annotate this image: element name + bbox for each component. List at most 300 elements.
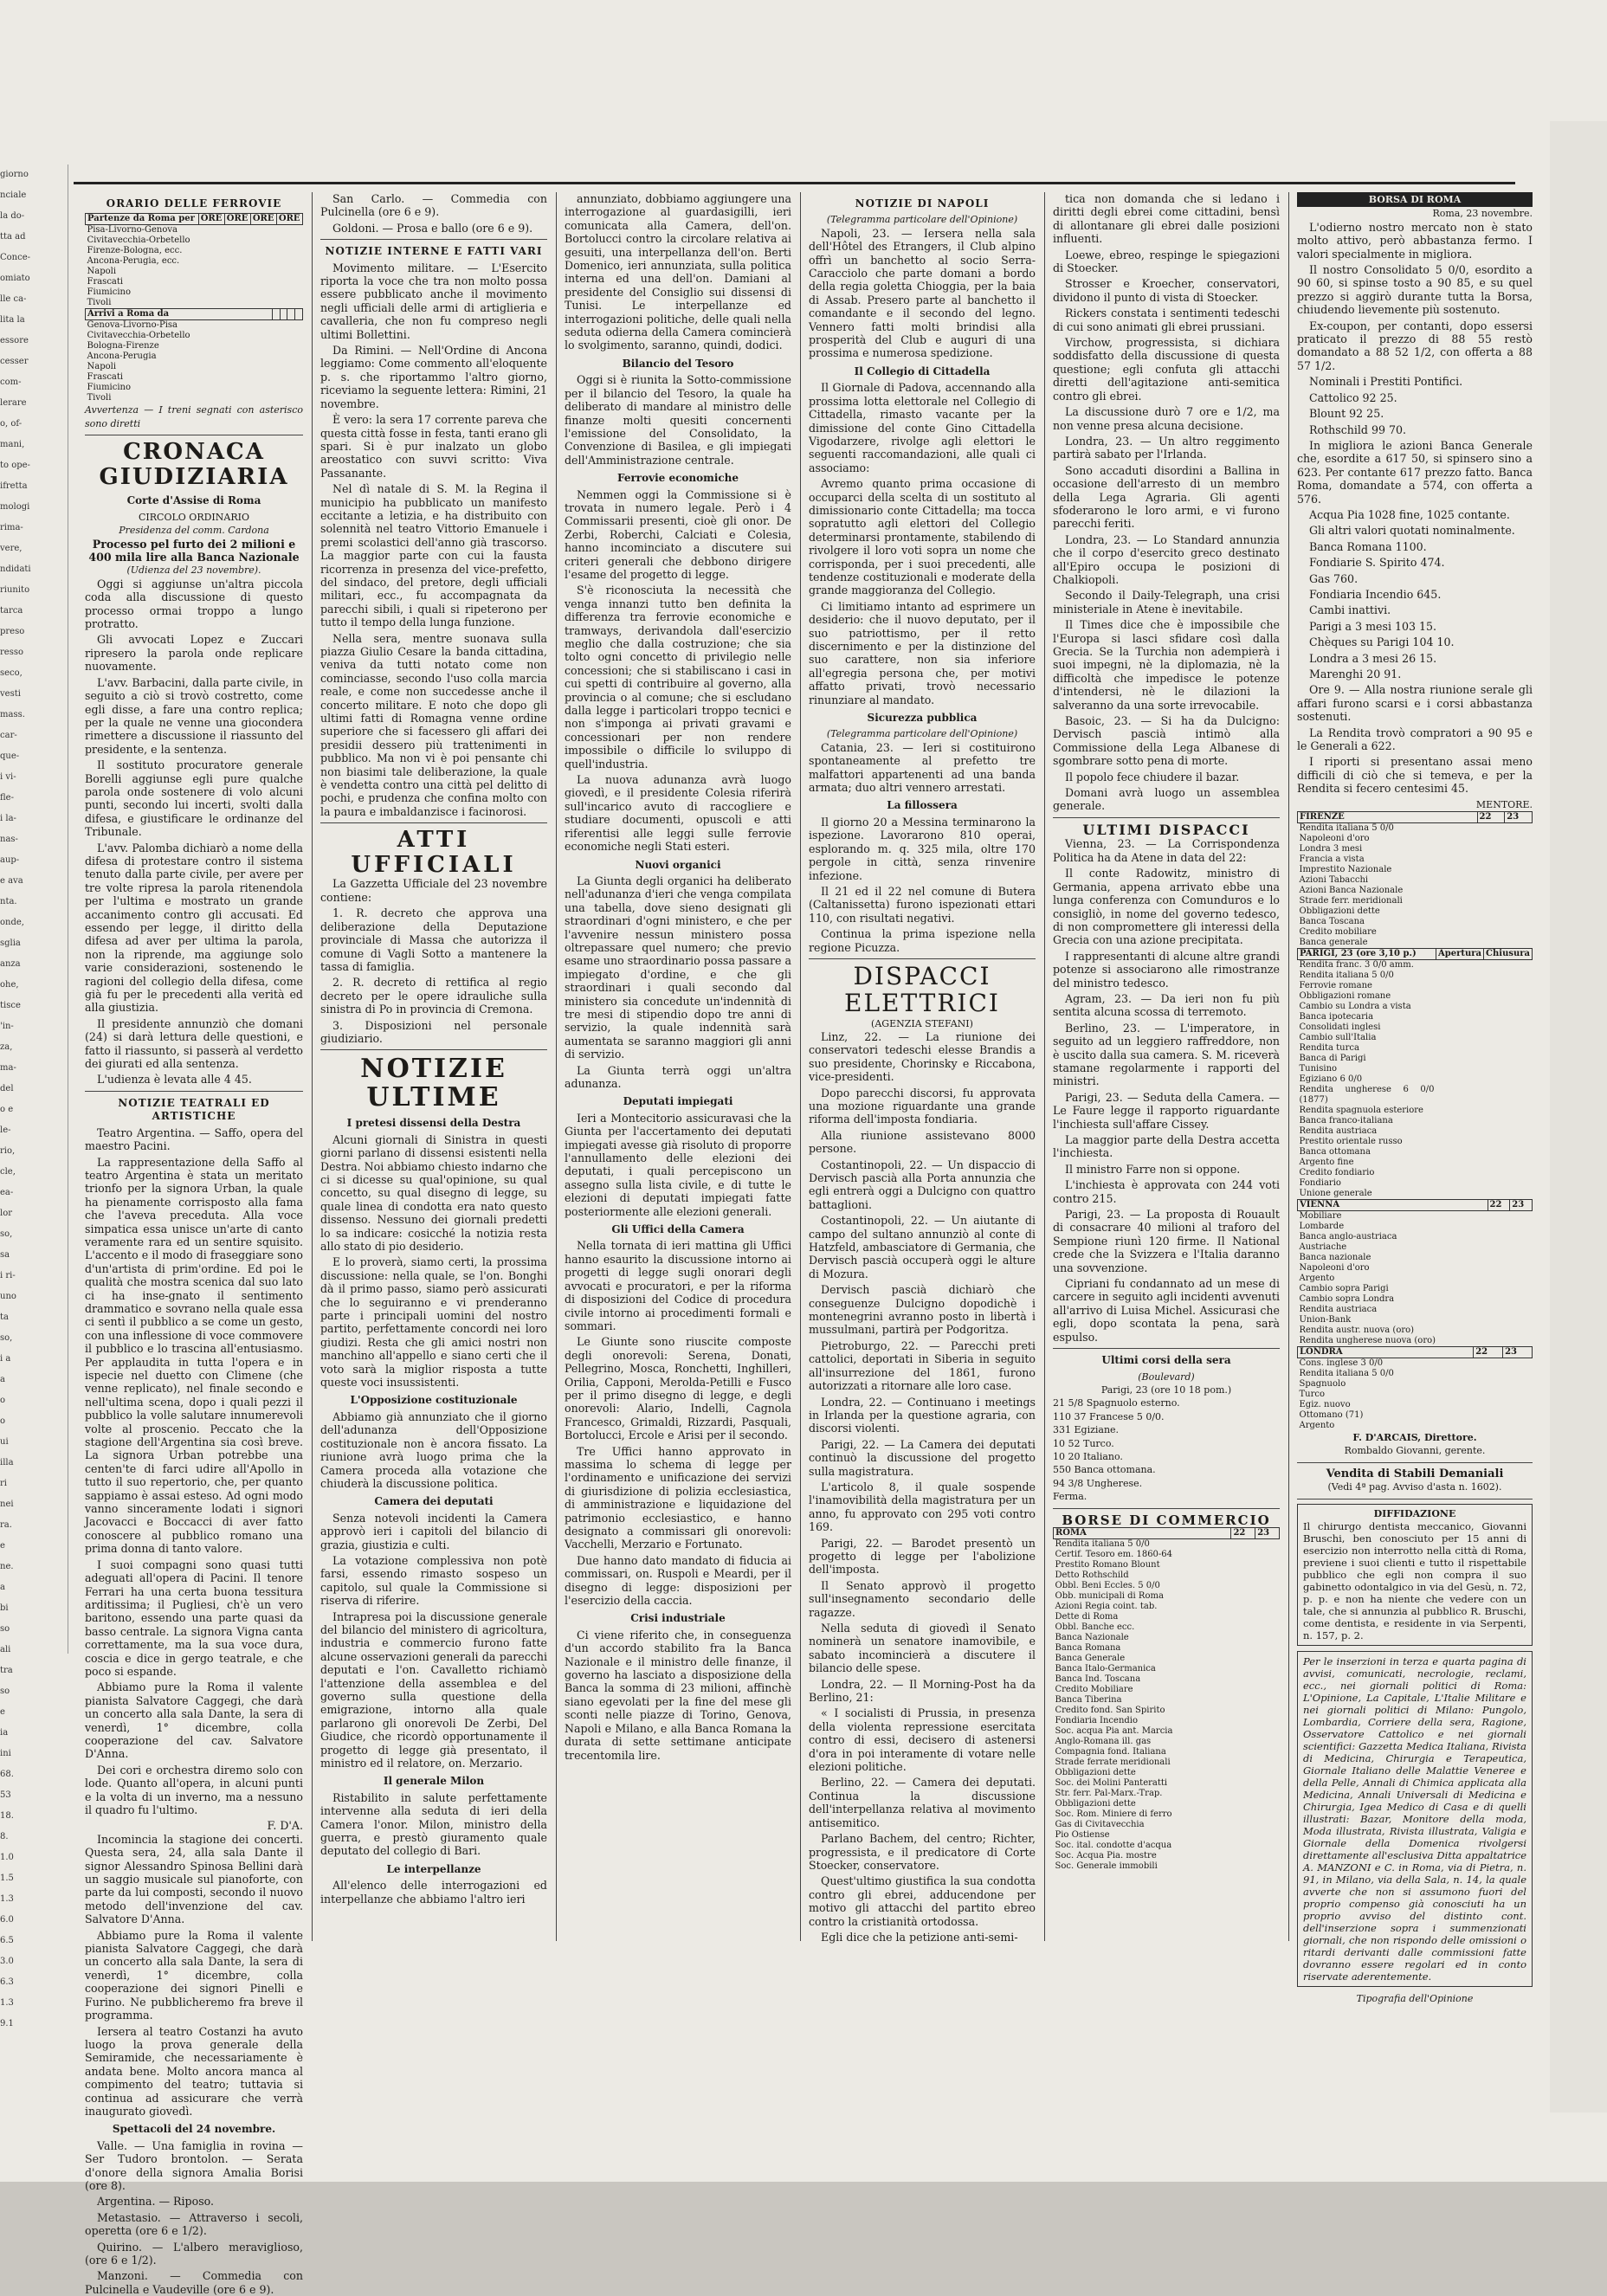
timetable-row xyxy=(86,235,303,246)
row-value xyxy=(1510,1315,1533,1325)
table-row xyxy=(1298,1242,1533,1253)
timetable-time xyxy=(295,393,303,403)
timetable-arrivals xyxy=(85,308,303,403)
row-value xyxy=(1436,1022,1484,1033)
timetable-time xyxy=(280,320,287,332)
row-value xyxy=(1484,1116,1533,1126)
fragment-text: rio, xyxy=(0,1146,16,1156)
fragment-text: 6.0 xyxy=(0,1915,14,1925)
paragraph: Parigi, 22. — Barodet presentò un progetto di legge per l'abolizione dell'imposta. xyxy=(809,1536,1036,1577)
row-value xyxy=(1484,971,1533,981)
row-value xyxy=(1505,896,1533,906)
row-label: Prestito Romano Blount xyxy=(1055,1560,1160,1570)
table-row xyxy=(1298,927,1533,938)
table-row xyxy=(1298,1379,1533,1390)
fragment-text: 1.3 xyxy=(0,1894,14,1904)
mentore: MENTORE. xyxy=(1475,798,1533,810)
table-row xyxy=(1298,1085,1533,1106)
station: Genova-Livorno-Pisa xyxy=(87,320,178,331)
fragment-text: rima- xyxy=(0,523,23,532)
table-row xyxy=(1298,865,1533,875)
row-value xyxy=(1505,844,1533,855)
row-label: Banca Ind. Toscana xyxy=(1055,1674,1141,1685)
row-label: Austriache xyxy=(1299,1242,1347,1253)
column-1 xyxy=(85,192,303,2296)
timetable-time xyxy=(224,246,250,256)
paragraph: Marenghi 20 91. xyxy=(1309,668,1402,680)
fragment-text: e xyxy=(0,1541,5,1551)
table-row xyxy=(1298,1158,1533,1168)
fragment-text: so, xyxy=(0,1229,13,1239)
fragment-text: so, xyxy=(0,1333,13,1343)
paragraph: Gli altri valori quotati nominalmente. xyxy=(1309,524,1515,538)
row-value xyxy=(1488,1325,1510,1336)
table-row xyxy=(1298,875,1533,886)
cittadella-body xyxy=(809,381,1036,706)
row-value xyxy=(1503,1421,1533,1431)
paragraph: 1. R. decreto che approva una deliberazione della Deputazione provinciale di Massa che autorizza il comune di Vagli Sotto a mantenere la tassa di famiglia. xyxy=(320,906,547,973)
timetable-row xyxy=(86,341,303,351)
table-row xyxy=(1054,1716,1280,1726)
station: Napoli xyxy=(87,362,117,372)
table-row xyxy=(1054,1706,1280,1716)
row-value xyxy=(1488,1232,1510,1242)
row-value xyxy=(1255,1633,1280,1643)
row-value xyxy=(1484,960,1533,971)
fragment-text: 68. xyxy=(0,1770,14,1779)
paragraph: Ristabilito in salute perfettamente intervenne alla seduta di ieri della Camera l'onor. Milon, ministro della guerra, e prestò giuramento quale deputato del collegio di Bari. xyxy=(320,1790,547,1858)
table-row xyxy=(1298,1012,1533,1022)
row-value xyxy=(1477,834,1505,844)
atti-body xyxy=(320,877,547,1045)
timetable-time xyxy=(224,287,250,298)
row-value xyxy=(1436,1106,1484,1116)
station: Pisa-Livorno-Genova xyxy=(87,225,178,235)
timetable-time xyxy=(276,298,302,308)
row-value xyxy=(1510,1294,1533,1305)
paragraph: Il sostituto procuratore generale Borelli aggiunse egli pure qualche parola onde sostenere di volo alcuni punti, secondo lui incerti, svolti dalla difesa, e giustificare le ordinanze del Tribunale. xyxy=(85,758,303,839)
row-label: Rendita spagnuola esteriore xyxy=(1299,1106,1423,1116)
row-label: Rendita austriaca xyxy=(1299,1126,1378,1137)
paragraph: Il conte Radowitz, ministro di Germania, appena arrivato ebbe una lunga conferenza con Comunduros e lo consigliò, in nome del governo tedesco, di non compromettere gli interessi della Grecia con una azione precipitata. xyxy=(1053,867,1280,947)
row-label: Egiz. nuovo xyxy=(1299,1400,1351,1410)
header-rule xyxy=(74,182,1515,184)
paragraph: Abbiamo pure la Roma il valente pianista Salvatore Caggegi, che darà un concerto alla sala Dante, la sera di venerdì, 1° dicembre, colla cooperazione del cav. Salvatore D'Anna. xyxy=(85,1680,303,1761)
row-value xyxy=(1477,844,1505,855)
fragment-text: ndidati xyxy=(0,564,31,574)
table-row xyxy=(1298,1305,1533,1315)
timetable-time xyxy=(198,235,224,246)
fragment-text: onde, xyxy=(0,918,24,927)
paragraph: I suoi compagni sono quasi tutti adeguati all'opera di Pacini. Il tenore Ferrari ha una certa buona tessitura arditissima; il Pugliesi, ch'è un vero baritono, essendo una parte quasi da basso centrale. La signora Vigna canta correttamente, ma la sua voce dura, coscia e dice in gergo teatrale, e che poco si espande. xyxy=(85,1558,303,1678)
paragraph: Quest'ultimo giustifica la sua condotta contro gli ebrei, adducendone per motivo gli attacchi del partito ebreo contro la cristianità ortodossa. xyxy=(809,1874,1036,1928)
processo-title: Processo pel furto dei 2 milioni e 400 mila lire alla Banca Nazionale xyxy=(88,537,300,564)
paragraph: I rappresentanti di alcune altre grandi potenze si associarono alle rimostranze del ministro tedesco. xyxy=(1053,949,1280,990)
concerti-body xyxy=(85,1833,303,2119)
row-value xyxy=(1255,1674,1280,1685)
row-value xyxy=(1255,1716,1280,1726)
table-row xyxy=(1054,1757,1280,1768)
row-label: Rendita italiana 5 0/0 xyxy=(1055,1539,1150,1550)
fragment-text: e xyxy=(0,1707,5,1717)
interpellanze-body xyxy=(320,1879,547,1906)
timetable-row xyxy=(86,331,303,341)
row-label: Obbl. Beni Eccles. 5 0/0 xyxy=(1055,1581,1160,1591)
sicurezza-body xyxy=(809,741,1036,795)
paragraph: Napoli, 23. — Iersera nella sala dell'Hôtel des Etrangers, il Club alpino offrì un banchetto al socio Serra-Caracciolo che parte domani a bordo della regia goletta Chioggia, per la baia di Assab. Presero parte al banchetto il comandante e il secondo del legno. Vennero fatti molti brindisi alla prosperità del Club e auguri di una prossima e numerosa spedizione. xyxy=(809,226,1036,360)
paragraph: Il 21 ed il 22 nel comune di Butera (Caltanissetta) furono ispezionati ettari 110, con risultati negativi. xyxy=(809,884,1036,925)
paragraph: I riporti si presentano assai meno difficili di ciò che si temeva, e per la Rendita si fecero centesimi 45. xyxy=(1297,755,1533,796)
ultime-title: NOTIZIE ULTIME xyxy=(360,1054,507,1113)
table-row xyxy=(1298,1315,1533,1325)
row-label: Banca franco-italiana xyxy=(1299,1116,1393,1126)
row-label: Argento xyxy=(1299,1274,1335,1284)
timetable-time xyxy=(250,246,276,256)
row-value xyxy=(1484,1178,1533,1189)
row-label: Credito fondiario xyxy=(1299,1168,1375,1178)
table-row xyxy=(1298,1064,1533,1074)
timetable-time xyxy=(272,331,280,341)
fragment-text: za, xyxy=(0,1042,13,1052)
napoli-sub: (Telegramma particolare dell'Opinione) xyxy=(826,214,1018,226)
column-rule xyxy=(1288,192,1289,1941)
row-label: Lombarde xyxy=(1299,1222,1345,1232)
row-value xyxy=(1231,1726,1255,1737)
paragraph: L'avv. Barbacini, dalla parte civile, in seguito a ciò si trovò costretto, come egli disse, a fare una contro replica; per la quale ne venne una giocondera rimettere a discussione il riassunto del presidente, e la sentenza. xyxy=(85,675,303,756)
row-label: Banca Tiberina xyxy=(1055,1695,1122,1706)
paragraph: Londra, 23. — Un altro reggimento partirà sabato per l'Irlanda. xyxy=(1053,434,1280,461)
row-label: Str. ferr. Pal-Marx.-Trap. xyxy=(1055,1789,1163,1799)
col5-top xyxy=(1053,192,1280,813)
inserzioni-text: Per le inserzioni in terza e quarta pagina di avvisi, comunicati, necrologie, reclami, ecc., nei giornali politici di Roma: L'Opinione, La Capitale, L'Italie Militare e nei giornali politici di Milano: Pungolo, Lombardia, Corriere della sera, Ragione, Osservatore Cattolico e nei giornali scientifici: Gazzetta Medica Italiana, Rivista di Medicina, Chirurgia e Terapeutica, Giornale Italiano delle Malattie Veneree e della Pelle, Annali di Chimica applicata alla Medicina, Annali Universali di Medicina e Chirurgia, Igea Medico di Casa e di quelli illustrati: Bazar, Monitore della moda, Moda illustrata, Rivista illustrata, Valigia e Giornale della Domenica rivolgersi direttamente all'esclusiva Ditta appaltatrice A. MANZONI e C. in Roma, via di Pietra, n. 91, in Milano, via della Sala, n. 14, la quale avverte che non si assumono fuori del proprio compenso già conosciuti ha un proprio avviso del distinto cont. dell'inserzione sopra i summenzionati giornali, che non rispondo delle omissioni o ritardi derivanti dalle commissioni fatte dovranno essere regolari ed in conto riservate aderentemente. xyxy=(1303,1654,1526,1983)
row-value xyxy=(1255,1685,1280,1695)
milon-body xyxy=(320,1791,547,1858)
corsi-sub: (Boulevard) xyxy=(1138,1371,1195,1383)
row-value xyxy=(1474,1400,1503,1410)
row-value xyxy=(1505,886,1533,896)
row-label: Consolidati inglesi xyxy=(1299,1022,1381,1033)
paragraph: Il Senato approvò il progetto sull'insegnamento secondario delle ragazze. xyxy=(809,1578,1036,1619)
row-value xyxy=(1255,1664,1280,1674)
table-row xyxy=(1298,1022,1533,1033)
fragment-text: 8. xyxy=(0,1832,9,1841)
timetable-time xyxy=(287,383,295,393)
row-label: Obbligazioni dette xyxy=(1299,906,1380,917)
teatro-line: Teatro Argentina. — Saffo, opera del maestro Pacini. xyxy=(85,1125,303,1153)
row-value xyxy=(1231,1841,1255,1851)
row-label: Banca Generale xyxy=(1055,1654,1126,1664)
paragraph: Londra, 22. — Il Morning-Post ha da Berlino, 21: xyxy=(809,1677,1036,1705)
row-value xyxy=(1503,1369,1533,1379)
fragment-text: 9.1 xyxy=(0,2019,14,2028)
row-label: Rendita italiana 5 0/0 xyxy=(1299,823,1394,834)
fragment-text: sglia xyxy=(0,938,21,948)
row-value xyxy=(1484,1085,1533,1106)
paragraph: 3. Disposizioni nel personale giudiziario. xyxy=(320,1018,547,1045)
row-label: Napoleoni d'oro xyxy=(1299,834,1370,844)
row-label: Banca di Parigi xyxy=(1299,1054,1366,1064)
table-row xyxy=(1298,981,1533,991)
row-label: Soc. Acqua Pia. mostre xyxy=(1055,1851,1157,1861)
ferrovie-title: Ferrovie economiche xyxy=(616,472,739,485)
timetable-row xyxy=(86,362,303,372)
row-value xyxy=(1231,1737,1255,1747)
table-row xyxy=(1298,886,1533,896)
quote-line: 110 37 Francese 5 0/0. xyxy=(1053,1410,1165,1422)
table-row xyxy=(1054,1570,1280,1581)
paragraph: L'odierno nostro mercato non è stato molto attivo, però abbastanza fermo. I valori specialmente in migliora. xyxy=(1297,220,1533,261)
row-label: Rendita turca xyxy=(1299,1043,1359,1054)
fragment-text: cle, xyxy=(0,1167,16,1177)
fragment-text: vere, xyxy=(0,544,23,553)
row-value xyxy=(1231,1778,1255,1789)
quote-line: 331 Egiziane. xyxy=(1053,1424,1120,1436)
timetable-row xyxy=(86,393,303,403)
fragment-text: e ava xyxy=(0,876,23,886)
table-row xyxy=(1298,1410,1533,1421)
fragment-text: a xyxy=(0,1375,5,1384)
table-row xyxy=(1054,1591,1280,1602)
row-value xyxy=(1255,1570,1280,1581)
row-value xyxy=(1477,865,1505,875)
column-6 xyxy=(1297,192,1533,2004)
row-label: Azioni Regia coint. tab. xyxy=(1055,1602,1158,1612)
paragraph: Nominali i Prestiti Pontifici. xyxy=(1309,375,1463,389)
table-row xyxy=(1054,1726,1280,1737)
row-value xyxy=(1484,981,1533,991)
fragment-text: fle- xyxy=(0,793,14,803)
timetable-time xyxy=(280,372,287,383)
fragment-text: ui xyxy=(0,1437,9,1447)
row-value xyxy=(1255,1789,1280,1799)
row-value xyxy=(1505,906,1533,917)
timetable-time xyxy=(272,393,280,403)
sicurezza-title: Sicurezza pubblica xyxy=(867,712,978,725)
row-value xyxy=(1255,1809,1280,1820)
timetable-time xyxy=(280,331,287,341)
timetable-time xyxy=(250,277,276,287)
paragraph: Argentina. — Riposo. xyxy=(97,2195,215,2209)
table-row xyxy=(1298,834,1533,844)
table-row xyxy=(1298,1033,1533,1043)
vendita-title: Vendita di Stabili Demaniali xyxy=(1326,1467,1504,1480)
corsi-lines xyxy=(1053,1396,1280,1503)
row-label: Rendita austriaca xyxy=(1299,1305,1378,1315)
fragment-text: seco, xyxy=(0,668,23,678)
row-value xyxy=(1488,1263,1510,1274)
row-value xyxy=(1474,1410,1503,1421)
table-row xyxy=(1298,1147,1533,1158)
fragment-text: preso xyxy=(0,627,25,636)
table-row xyxy=(1054,1851,1280,1861)
timetable-time xyxy=(224,225,250,236)
row-value xyxy=(1510,1253,1533,1263)
table-row xyxy=(1298,1358,1533,1370)
fragment-text: Conce- xyxy=(0,253,31,262)
timetable-time xyxy=(250,256,276,267)
cronaca-body xyxy=(85,577,303,1087)
row-value xyxy=(1231,1654,1255,1664)
row-value xyxy=(1505,917,1533,927)
timetable-time xyxy=(250,287,276,298)
inserzioni-box xyxy=(1297,1651,1533,1987)
paragraph: Acqua Pia 1028 fine, 1025 contante. xyxy=(1309,507,1510,521)
row-value xyxy=(1231,1716,1255,1726)
direttore: F. D'ARCAIS, Direttore. xyxy=(1352,1432,1477,1444)
row-label: Rendita ungherese 6 0/0 (1877) xyxy=(1299,1085,1435,1106)
row-value xyxy=(1474,1369,1503,1379)
diffidazione-title: DIFFIDAZIONE xyxy=(1373,1507,1456,1519)
paragraph: La maggior parte della Destra accetta l'inchiesta. xyxy=(1053,1133,1280,1160)
fragment-text: tisce xyxy=(0,1001,21,1010)
paragraph: Ci viene riferito che, in conseguenza d'un accordo stabilito fra la Banca Nazionale e il ministro delle finanze, il governo ha lasciato a disposizione della Banca la somma di 23 milioni, affinchè siano egevolati per la fine del mese gli sconti nelle piazze di Torino, Genova, Napoli e Milano, e alla Banca Romana la durata di sette settimane anticipate trecentomila lire. xyxy=(565,1628,791,1762)
row-value xyxy=(1436,1054,1484,1064)
row-label: Rendita austr. nuova (oro) xyxy=(1299,1325,1415,1336)
timetable-time xyxy=(224,267,250,277)
row-label: Banca Italo-Germanica xyxy=(1055,1664,1156,1674)
fragment-text: bi xyxy=(0,1603,9,1613)
paragraph: Linz, 22. — La riunione dei conservatori tedeschi elesse Brandis a suo presidente, Chorinsky e Riccabona, vice-presidenti. xyxy=(809,1029,1036,1084)
row-label: Compagnia fond. Italiana xyxy=(1055,1747,1166,1757)
row-value xyxy=(1488,1253,1510,1263)
row-label: Anglo-Romana ill. gas xyxy=(1055,1737,1152,1747)
paragraph: annunziato, dobbiamo aggiungere una interrogazione al guardasigilli, ieri comunicata alla Camera, dell'on. Bortolucci contro la circolare relativa ai gesuiti, una interpellanza dell'on. Berti Domenico, ieri annunziata, sulla politica interna ed una dell'on. Damiani al presidente del Consiglio sui dissensi di Tunisi. Le interpellanze ed interrogazioni politiche, delle quali nella seduta odierna della Camera comincierà lo svolgimento, saranno, quindi, dodici. xyxy=(565,192,791,352)
row-label: Banca Romana xyxy=(1055,1643,1121,1654)
diffidazione-box xyxy=(1297,1504,1533,1646)
timetable-time xyxy=(295,351,303,362)
dispacci-body xyxy=(809,1030,1036,1944)
pretesi-body xyxy=(320,1133,547,1390)
row-value xyxy=(1231,1539,1255,1551)
timetable-time xyxy=(272,372,280,383)
row-label: Cambio sull'Italia xyxy=(1299,1033,1377,1043)
row-value xyxy=(1488,1315,1510,1325)
row-value xyxy=(1255,1820,1280,1830)
ferrovie-body xyxy=(565,488,791,854)
row-label: Soc. ital. condotte d'acqua xyxy=(1055,1841,1172,1851)
corsi-title: Ultimi corsi della sera xyxy=(1101,1354,1231,1367)
timetable-time xyxy=(280,383,287,393)
row-label: Union-Bank xyxy=(1299,1315,1352,1325)
paragraph: Dervisch pascià dichiarò che conseguenze Dulcigno dopodichè i montenegrini avranno posto in libertà i mussulmani, partirà per Podgoritza. xyxy=(809,1283,1036,1337)
table-row xyxy=(1298,896,1533,906)
fragment-text: illa xyxy=(0,1458,14,1467)
row-value xyxy=(1436,971,1484,981)
paragraph: Avremo quanto prima occasione di occuparci della scelta di un sostituto al dimissionario conte Cittadella; ma tocca sopratutto agli elettori del Collegio determinarsi prontamente, stabilendo di rivolgere il loro voti sopra un nome che corrisponda, per i suoi precedenti, alle tendenze costituzionali e moderate della grande maggioranza del Collegio. xyxy=(809,477,1036,597)
row-value xyxy=(1436,1158,1484,1168)
table-row xyxy=(1298,1043,1533,1054)
paragraph: Basoic, 23. — Si ha da Dulcigno: Dervisch pascià intimò alla Commissione della Lega Albanese di sgombrare sotto pena di morte. xyxy=(1053,714,1280,768)
notizie-interne-body xyxy=(320,261,547,819)
row-value xyxy=(1505,927,1533,938)
row-label: Banca generale xyxy=(1299,938,1368,948)
row-value xyxy=(1255,1643,1280,1654)
timetable-time xyxy=(280,362,287,372)
gerente: Rombaldo Giovanni, gerente. xyxy=(1344,1445,1486,1457)
row-value xyxy=(1484,1147,1533,1158)
paragraph: Nella tornata di ieri mattina gli Uffici hanno esaurito la discussione intorno ai progetti di legge sugli onorari degli avvocati e procuratori, e per la riforma di disposizioni del Codice di procedura civile intorno ai procedimenti formali e sommari. xyxy=(565,1239,791,1332)
column-rule xyxy=(312,192,313,1941)
row-value xyxy=(1231,1799,1255,1809)
timetable-time xyxy=(224,298,250,308)
napoli-body xyxy=(809,227,1036,360)
row-label: Banca anglo-austriaca xyxy=(1299,1232,1397,1242)
table-row xyxy=(1298,1390,1533,1400)
col2-top xyxy=(320,192,547,235)
table-row xyxy=(1298,1263,1533,1274)
table-row xyxy=(1298,960,1533,971)
table-row xyxy=(1054,1830,1280,1841)
fragment-text: lle ca- xyxy=(0,294,27,304)
fragment-text: ifretta xyxy=(0,481,28,491)
udienza: (Udienza del 23 novembre). xyxy=(126,564,261,577)
paragraph: Londra, 23. — Lo Standard annunzia che il corpo d'esercito greco destinato all'Epiro occupa le posizioni di Chalkiopoli. xyxy=(1053,532,1280,586)
paragraph: Secondo il Daily-Telegraph, una crisi ministeriale in Atene è inevitabile. xyxy=(1053,589,1280,616)
paragraph: Ieri a Montecitorio assicuravasi che la Giunta per l'accertamento dei deputati impiegati avesse già risoluto di proporre l'annullamento delle elezioni dei deputati, i quali percepiscono un assegno sulla lista civile, e di tutte le elezioni di deputati impiegati fatte posteriormente alle elezioni generali. xyxy=(565,1111,791,1218)
station: Fiumicino xyxy=(87,383,132,393)
row-value xyxy=(1231,1633,1255,1643)
timetable-time xyxy=(272,383,280,393)
table-row xyxy=(1298,1400,1533,1410)
timetable-depart-header: Partenze da Roma per xyxy=(86,214,199,225)
row-value xyxy=(1255,1799,1280,1809)
cronaca-title: CRONACA GIUDIZIARIA xyxy=(99,439,289,490)
paragraph: Intrapresa poi la discussione generale del bilancio del ministero di agricoltura, industria e commercio furono fatte alcune osservazioni generali da parecchi deputati e l'on. Cavalletto richiamò l'attenzione della assemblea e del governo sulla questione della emigrazione, intorno alla quale parlarono gli onorevoli De Zerbi, Del Giudice, che ricordò opportunamente il progetto di legge già presentato, il ministro ed il relatore, on. Merzario. xyxy=(320,1609,547,1770)
row-value xyxy=(1484,1158,1533,1168)
column-5 xyxy=(1053,192,1280,1941)
paragraph: Nemmen oggi la Commissione si è trovata in numero legale. Però i 4 Commissarii presenti, cioè gli onor. De Zerbi, Roberchi, Calciati e Colesia, hanno incominciato a discutere sui criteri generali che debbono dirigere l'esame del progetto di legge. xyxy=(565,487,791,581)
camera-body xyxy=(320,1512,547,1770)
timetable-time xyxy=(224,256,250,267)
paragraph: Fondiaria Incendio 645. xyxy=(1309,587,1442,601)
paragraph: Incomincia la stagione dei concerti. Questa sera, 24, alla sala Dante il signor Alessandro Spinosa Bellini darà un saggio musicale sul pianoforte, con parte da lui composti, secondo il nuovo metodo dell'invenzione del cav. Salvatore D'Anna. xyxy=(85,1832,303,1926)
row-value xyxy=(1255,1539,1280,1551)
paragraph: Domani avrà luogo un assemblea generale. xyxy=(1053,786,1280,813)
paragraph: È vero: la sera 17 corrente pareva che questa città fosse in festa, tanti erano gli spari. Si è pur inalzato un globo areostatico con suvvi scritto: Viva Passanante. xyxy=(320,413,547,480)
row-value xyxy=(1505,865,1533,875)
borse-title: BORSE DI COMMERCIO xyxy=(1062,1512,1271,1528)
fragment-text: 3.0 xyxy=(0,1957,14,1966)
paragraph: Parigi a 3 mesi 103 15. xyxy=(1309,619,1437,633)
paragraph: Londra, 22. — Continuano i meetings in Irlanda per la questione agraria, con discorsi violenti. xyxy=(809,1395,1036,1435)
row-value xyxy=(1231,1789,1255,1799)
row-value xyxy=(1477,927,1505,938)
column-rule xyxy=(1044,192,1045,1941)
row-value xyxy=(1488,1222,1510,1232)
fragment-text: aup- xyxy=(0,855,20,865)
paragraph: Strosser e Kroecher, conservatori, dividono il punto di vista di Stoecker. xyxy=(1053,277,1280,304)
table-row xyxy=(1298,1421,1533,1431)
row-value xyxy=(1505,823,1533,835)
row-value xyxy=(1255,1612,1280,1622)
paragraph: Tre Uffici hanno approvato in massima lo schema di legge per l'ordinamento e unificazione dei servizi di giurisdizione di polizia ecclesiastica, di amministrazione e liquidazione del patrimonio ecclesiastico, e hanno designato a commissari gli onorevoli: Vacchelli, Merzario e Fortunato. xyxy=(565,1444,791,1551)
table-row xyxy=(1298,917,1533,927)
paragraph: Movimento militare. — L'Esercito riporta la voce che tra non molto possa essere pubblicato anche il movimento negli ufficiali delle armi di artiglieria e cavalleria, che non fu compreso negli ultimi Bollettini. xyxy=(320,261,547,341)
row-value xyxy=(1505,855,1533,865)
row-value xyxy=(1255,1602,1280,1612)
paragraph: Rothschild 99 70. xyxy=(1309,422,1407,436)
paragraph: L'avv. Palomba dichiarò a nome della difesa di protestare contro il sistema tenuto dalla parte civile, per avere per tre volte ripresa la parola ritenendola per l'ultima e mostrato un grande accanimento contro gli accusati. Ed essendo per legge, il diritto della difesa ad aver per ultima la parola, non la riprende, ma aggiunge solo varie considerazioni, sostenendo le ragioni del collegio della difesa, come già fu per le precedenti alla verità ed alla giustizia. xyxy=(85,841,303,1015)
row-value xyxy=(1255,1757,1280,1768)
dispacci-title: DISPACCI ELETTRICI xyxy=(844,961,1000,1017)
row-value xyxy=(1488,1274,1510,1284)
row-value xyxy=(1231,1706,1255,1716)
paragraph: Catania, 23. — Ieri si costituirono spontaneamente al prefetto tre malfattori appartenenti ad una banda armata; duo altri vennero arrestati. xyxy=(809,740,1036,795)
timetable-departures: Partenze da Roma per ORE ORE ORE ORE Pisa-Livorno-Genova Civitavecchia-Orbetello Firenze-Bologna, ecc. Ancona-Perugia, ecc. Napoli Frascati Fiumicino Tivoli xyxy=(85,213,303,308)
fragment-text: sa xyxy=(0,1250,10,1260)
row-value xyxy=(1477,875,1505,886)
fragment-text: riunito xyxy=(0,585,30,595)
